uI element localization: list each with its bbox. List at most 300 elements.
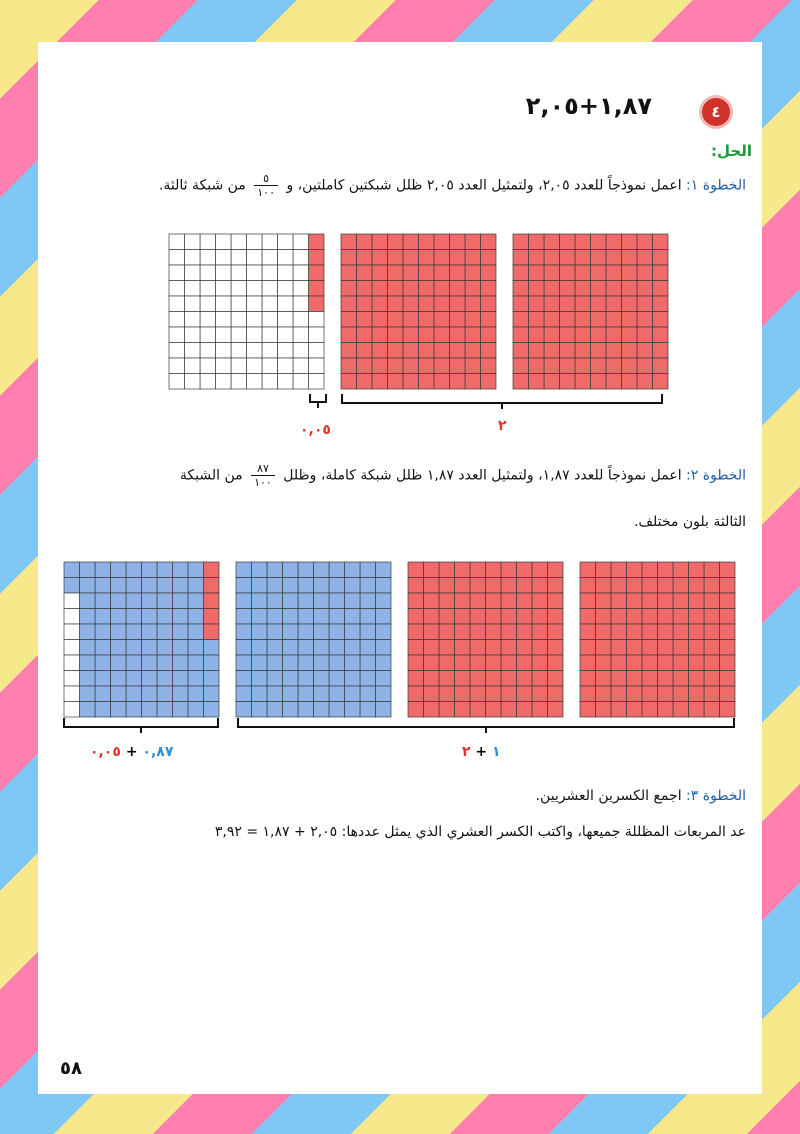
grid-cell bbox=[455, 640, 471, 656]
grid-cell bbox=[501, 655, 517, 671]
grid-cell bbox=[372, 265, 388, 281]
grid-cell bbox=[596, 702, 612, 718]
grid-cell bbox=[247, 374, 263, 390]
grid-cell bbox=[64, 671, 80, 687]
grid-cell bbox=[673, 686, 689, 702]
grid-cell bbox=[481, 250, 497, 266]
grid-cell bbox=[283, 578, 299, 594]
grid-cell bbox=[439, 609, 455, 625]
grid-cell bbox=[231, 358, 247, 374]
grid-cell bbox=[231, 296, 247, 312]
grid-cell bbox=[247, 250, 263, 266]
grid-cell bbox=[80, 562, 96, 578]
grid-cell bbox=[450, 327, 466, 343]
grid-cell bbox=[658, 562, 674, 578]
grid-cell bbox=[126, 640, 142, 656]
grid-cell bbox=[513, 358, 529, 374]
grid-cell bbox=[388, 296, 404, 312]
grid-cell bbox=[596, 686, 612, 702]
grid-cell bbox=[267, 640, 283, 656]
grid-cell bbox=[247, 234, 263, 250]
grid-cell bbox=[548, 562, 564, 578]
grid-cell bbox=[80, 671, 96, 687]
textbook-page bbox=[38, 42, 762, 1094]
grid-cell bbox=[200, 234, 216, 250]
grid-cell bbox=[262, 234, 278, 250]
grid-cell bbox=[309, 374, 325, 390]
grid-cell bbox=[216, 343, 232, 359]
grid-cell bbox=[408, 686, 424, 702]
grid-cell bbox=[529, 327, 545, 343]
grid-cell bbox=[637, 296, 653, 312]
grid-cell bbox=[157, 702, 173, 718]
grid-cell bbox=[142, 702, 158, 718]
grid-cell bbox=[247, 296, 263, 312]
grid-cell bbox=[532, 671, 548, 687]
grid-cell bbox=[200, 265, 216, 281]
grid-cell bbox=[293, 358, 309, 374]
grid-cell bbox=[658, 609, 674, 625]
grid-cell bbox=[204, 609, 220, 625]
grid-cell bbox=[283, 686, 299, 702]
grid-cell bbox=[596, 609, 612, 625]
grid-cell bbox=[262, 281, 278, 297]
grid-cell bbox=[329, 640, 345, 656]
grid-cell bbox=[455, 655, 471, 671]
grid-cell bbox=[142, 562, 158, 578]
grid-cell bbox=[95, 578, 111, 594]
grid-cell bbox=[283, 624, 299, 640]
grid-cell bbox=[403, 327, 419, 343]
grid-cell bbox=[372, 234, 388, 250]
grid-cell bbox=[611, 562, 627, 578]
grid-cell bbox=[309, 250, 325, 266]
grid-cell bbox=[345, 655, 361, 671]
grid-cell bbox=[216, 358, 232, 374]
grid-cell bbox=[611, 593, 627, 609]
grid-cell bbox=[126, 655, 142, 671]
grid-cell bbox=[548, 609, 564, 625]
grid-cell bbox=[596, 624, 612, 640]
grid-cell bbox=[439, 671, 455, 687]
grid-cell bbox=[408, 609, 424, 625]
step2-hundred-grid-3 bbox=[407, 561, 564, 718]
grid-cell bbox=[465, 265, 481, 281]
grid-cell bbox=[252, 609, 268, 625]
grid-cell bbox=[596, 655, 612, 671]
grid-cell bbox=[231, 343, 247, 359]
grid-cell bbox=[606, 281, 622, 297]
grid-cell bbox=[470, 702, 486, 718]
grid-cell bbox=[247, 358, 263, 374]
grid-cell bbox=[341, 358, 357, 374]
grid-cell bbox=[465, 250, 481, 266]
grid-cell bbox=[126, 624, 142, 640]
grid-cell bbox=[481, 312, 497, 328]
grid-cell bbox=[560, 234, 576, 250]
grid-cell bbox=[169, 265, 185, 281]
grid-cell bbox=[267, 609, 283, 625]
grid-cell bbox=[658, 578, 674, 594]
grid-cell bbox=[642, 686, 658, 702]
grid-cell bbox=[278, 265, 294, 281]
grid-cell bbox=[486, 593, 502, 609]
grid-cell bbox=[544, 296, 560, 312]
grid-cell bbox=[486, 624, 502, 640]
grid-cell bbox=[80, 609, 96, 625]
grid-cell bbox=[470, 609, 486, 625]
grid-cell bbox=[450, 374, 466, 390]
grid-cell bbox=[314, 593, 330, 609]
grid-cell bbox=[341, 234, 357, 250]
grid-cell bbox=[173, 578, 189, 594]
grid-cell bbox=[231, 374, 247, 390]
grid-cell bbox=[247, 312, 263, 328]
grid-cell bbox=[575, 374, 591, 390]
step2-right-brace bbox=[238, 718, 734, 733]
grid-cell bbox=[470, 593, 486, 609]
grid-cell bbox=[262, 265, 278, 281]
grid-cell bbox=[309, 327, 325, 343]
page-number: ٥٨ bbox=[60, 1058, 82, 1079]
grid-cell bbox=[642, 609, 658, 625]
grid-cell bbox=[278, 312, 294, 328]
grid-cell bbox=[673, 702, 689, 718]
grid-cell bbox=[580, 624, 596, 640]
grid-cell bbox=[173, 593, 189, 609]
grid-cell bbox=[95, 640, 111, 656]
grid-cell bbox=[596, 640, 612, 656]
grid-cell bbox=[169, 343, 185, 359]
grid-cell bbox=[188, 593, 204, 609]
grid-cell bbox=[529, 281, 545, 297]
grid-cell bbox=[64, 609, 80, 625]
grid-cell bbox=[637, 358, 653, 374]
grid-cell bbox=[575, 265, 591, 281]
grid-cell bbox=[80, 578, 96, 594]
grid-cell bbox=[450, 312, 466, 328]
grid-cell bbox=[329, 702, 345, 718]
grid-cell bbox=[606, 296, 622, 312]
grid-cell bbox=[591, 265, 607, 281]
grid-cell bbox=[267, 578, 283, 594]
grid-cell bbox=[637, 250, 653, 266]
grid-cell bbox=[216, 296, 232, 312]
grid-cell bbox=[627, 609, 643, 625]
grid-cell bbox=[408, 655, 424, 671]
grid-cell bbox=[64, 562, 80, 578]
grid-cell bbox=[200, 312, 216, 328]
grid-cell bbox=[188, 562, 204, 578]
grid-cell bbox=[204, 624, 220, 640]
grid-cell bbox=[434, 296, 450, 312]
grid-cell bbox=[200, 358, 216, 374]
grid-cell bbox=[653, 374, 669, 390]
grid-cell bbox=[455, 593, 471, 609]
grid-cell bbox=[111, 655, 127, 671]
grid-cell bbox=[611, 671, 627, 687]
grid-cell bbox=[653, 281, 669, 297]
grid-cell bbox=[169, 374, 185, 390]
grid-cell bbox=[720, 624, 736, 640]
grid-cell bbox=[376, 671, 392, 687]
step2-right-sum-label bbox=[462, 744, 501, 760]
grid-cell bbox=[341, 265, 357, 281]
grid-cell bbox=[298, 578, 314, 594]
grid-cell bbox=[173, 671, 189, 687]
step2-line2: الثالثة بلون مختلف. bbox=[634, 514, 746, 530]
grid-cell bbox=[591, 296, 607, 312]
grid-cell bbox=[298, 671, 314, 687]
grid-cell bbox=[247, 343, 263, 359]
grid-cell bbox=[455, 578, 471, 594]
grid-cell bbox=[298, 562, 314, 578]
grid-cell bbox=[408, 578, 424, 594]
grid-cell bbox=[111, 686, 127, 702]
grid-cell bbox=[653, 358, 669, 374]
grid-cell bbox=[611, 686, 627, 702]
grid-cell bbox=[486, 578, 502, 594]
grid-cell bbox=[372, 327, 388, 343]
grid-cell bbox=[185, 250, 201, 266]
grid-cell bbox=[637, 374, 653, 390]
grid-cell bbox=[293, 234, 309, 250]
grid-cell bbox=[403, 358, 419, 374]
grid-cell bbox=[501, 671, 517, 687]
grid-cell bbox=[216, 281, 232, 297]
grid-cell bbox=[173, 624, 189, 640]
grid-cell bbox=[548, 702, 564, 718]
grid-cell bbox=[247, 265, 263, 281]
step2-text: اعمل نموذجاً للعدد ١,٨٧، ولتمثيل العدد ١,٨٧ ظلل شبكة كاملة، وظلل bbox=[283, 467, 682, 484]
grid-cell bbox=[513, 281, 529, 297]
grid-cell bbox=[216, 312, 232, 328]
grid-cell bbox=[376, 578, 392, 594]
grid-cell bbox=[513, 234, 529, 250]
grid-cell bbox=[689, 655, 705, 671]
grid-cell bbox=[278, 374, 294, 390]
grid-cell bbox=[450, 343, 466, 359]
grid-cell bbox=[376, 562, 392, 578]
grid-cell bbox=[185, 312, 201, 328]
grid-cell bbox=[486, 702, 502, 718]
grid-cell bbox=[689, 593, 705, 609]
grid-cell bbox=[513, 265, 529, 281]
grid-cell bbox=[231, 312, 247, 328]
grid-cell bbox=[704, 671, 720, 687]
grid-cell bbox=[532, 609, 548, 625]
grid-cell bbox=[455, 624, 471, 640]
grid-cell bbox=[544, 250, 560, 266]
grid-cell bbox=[560, 374, 576, 390]
grid-cell bbox=[486, 609, 502, 625]
step1-fraction-numerator: ٥ bbox=[254, 172, 278, 186]
grid-cell bbox=[419, 358, 435, 374]
grid-cell bbox=[188, 624, 204, 640]
grid-cell bbox=[704, 655, 720, 671]
grid-cell bbox=[517, 562, 533, 578]
grid-cell bbox=[185, 327, 201, 343]
grid-cell bbox=[596, 562, 612, 578]
grid-cell bbox=[591, 281, 607, 297]
grid-cell bbox=[439, 593, 455, 609]
grid-cell bbox=[532, 624, 548, 640]
grid-cell bbox=[157, 624, 173, 640]
grid-cell bbox=[262, 374, 278, 390]
grid-cell bbox=[689, 578, 705, 594]
grid-cell bbox=[419, 281, 435, 297]
grid-cell bbox=[653, 265, 669, 281]
grid-cell bbox=[580, 686, 596, 702]
grid-cell bbox=[470, 671, 486, 687]
grid-cell bbox=[329, 686, 345, 702]
grid-cell bbox=[341, 327, 357, 343]
grid-cell bbox=[408, 671, 424, 687]
grid-cell bbox=[283, 562, 299, 578]
grid-cell bbox=[465, 327, 481, 343]
grid-cell bbox=[560, 265, 576, 281]
step2-left-brace bbox=[64, 718, 218, 733]
grid-cell bbox=[720, 655, 736, 671]
grid-cell bbox=[64, 624, 80, 640]
grid-cell bbox=[298, 655, 314, 671]
step2-left-sum-label bbox=[90, 744, 173, 760]
grid-cell bbox=[434, 265, 450, 281]
grid-cell bbox=[642, 702, 658, 718]
grid-cell bbox=[606, 265, 622, 281]
grid-cell bbox=[532, 686, 548, 702]
grid-cell bbox=[157, 655, 173, 671]
grid-cell bbox=[481, 296, 497, 312]
grid-cell bbox=[627, 702, 643, 718]
grid-cell bbox=[200, 343, 216, 359]
grid-cell bbox=[95, 671, 111, 687]
grid-cell bbox=[486, 655, 502, 671]
grid-cell bbox=[329, 578, 345, 594]
grid-cell bbox=[455, 609, 471, 625]
grid-cell bbox=[627, 562, 643, 578]
grid-cell bbox=[188, 578, 204, 594]
grid-cell bbox=[548, 671, 564, 687]
grid-cell bbox=[388, 327, 404, 343]
grid-cell bbox=[185, 281, 201, 297]
grid-cell bbox=[532, 562, 548, 578]
grid-cell bbox=[403, 281, 419, 297]
grid-cell bbox=[501, 686, 517, 702]
grid-cell bbox=[720, 562, 736, 578]
grid-cell bbox=[532, 655, 548, 671]
grid-cell bbox=[262, 296, 278, 312]
grid-cell bbox=[481, 327, 497, 343]
grid-cell bbox=[689, 702, 705, 718]
grid-cell bbox=[157, 686, 173, 702]
grid-cell bbox=[517, 671, 533, 687]
grid-cell bbox=[560, 343, 576, 359]
grid-cell bbox=[470, 624, 486, 640]
grid-cell bbox=[627, 578, 643, 594]
step1-text-after: من شبكة ثالثة. bbox=[158, 177, 246, 194]
grid-cell bbox=[673, 578, 689, 594]
grid-cell bbox=[360, 702, 376, 718]
grid-cell bbox=[720, 593, 736, 609]
grid-cell bbox=[372, 250, 388, 266]
grid-cell bbox=[408, 702, 424, 718]
grid-cell bbox=[575, 358, 591, 374]
grid-cell bbox=[252, 624, 268, 640]
grid-cell bbox=[267, 702, 283, 718]
grid-cell bbox=[376, 640, 392, 656]
grid-cell bbox=[309, 358, 325, 374]
grid-cell bbox=[653, 343, 669, 359]
grid-cell bbox=[653, 234, 669, 250]
grid-cell bbox=[200, 296, 216, 312]
grid-cell bbox=[591, 343, 607, 359]
grid-cell bbox=[388, 358, 404, 374]
step3-line1 bbox=[536, 788, 746, 804]
grid-cell bbox=[357, 281, 373, 297]
grid-cell bbox=[283, 655, 299, 671]
grid-cell bbox=[481, 358, 497, 374]
grid-cell bbox=[513, 296, 529, 312]
grid-cell bbox=[424, 671, 440, 687]
grid-cell bbox=[419, 234, 435, 250]
grid-cell bbox=[470, 578, 486, 594]
grid-cell bbox=[622, 281, 638, 297]
grid-cell bbox=[329, 624, 345, 640]
grid-cell bbox=[345, 593, 361, 609]
grid-cell bbox=[169, 234, 185, 250]
grid-cell bbox=[64, 593, 80, 609]
grid-cell bbox=[293, 296, 309, 312]
grid-cell bbox=[95, 686, 111, 702]
grid-cell bbox=[642, 562, 658, 578]
grid-cell bbox=[704, 578, 720, 594]
grid-cell bbox=[278, 327, 294, 343]
grid-cell bbox=[439, 655, 455, 671]
step1-text: اعمل نموذجاً للعدد ٢,٠٥، ولتمثيل العدد ٢,٠٥ ظلل شبكتين كاملتين، و bbox=[286, 177, 682, 194]
grid-cell bbox=[169, 358, 185, 374]
grid-cell bbox=[544, 327, 560, 343]
grid-cell bbox=[419, 250, 435, 266]
grid-cell bbox=[575, 343, 591, 359]
grid-cell bbox=[548, 686, 564, 702]
grid-cell bbox=[450, 250, 466, 266]
grid-cell bbox=[173, 686, 189, 702]
step1-right-brace bbox=[342, 394, 662, 409]
grid-cell bbox=[204, 593, 220, 609]
grid-cell bbox=[111, 640, 127, 656]
grid-cell bbox=[704, 593, 720, 609]
grid-cell bbox=[126, 702, 142, 718]
grid-cell bbox=[236, 562, 252, 578]
grid-cell bbox=[298, 640, 314, 656]
grid-cell bbox=[673, 671, 689, 687]
grid-cell bbox=[455, 671, 471, 687]
grid-cell bbox=[501, 593, 517, 609]
grid-cell bbox=[309, 312, 325, 328]
grid-cell bbox=[689, 609, 705, 625]
grid-cell bbox=[637, 343, 653, 359]
grid-cell bbox=[157, 640, 173, 656]
grid-cell bbox=[455, 562, 471, 578]
grid-cell bbox=[111, 671, 127, 687]
step1-label-0-05: ٠,٠٥ bbox=[300, 422, 331, 438]
grid-cell bbox=[341, 343, 357, 359]
grid-cell bbox=[606, 234, 622, 250]
grid-cell bbox=[357, 312, 373, 328]
grid-cell bbox=[341, 374, 357, 390]
grid-cell bbox=[424, 578, 440, 594]
